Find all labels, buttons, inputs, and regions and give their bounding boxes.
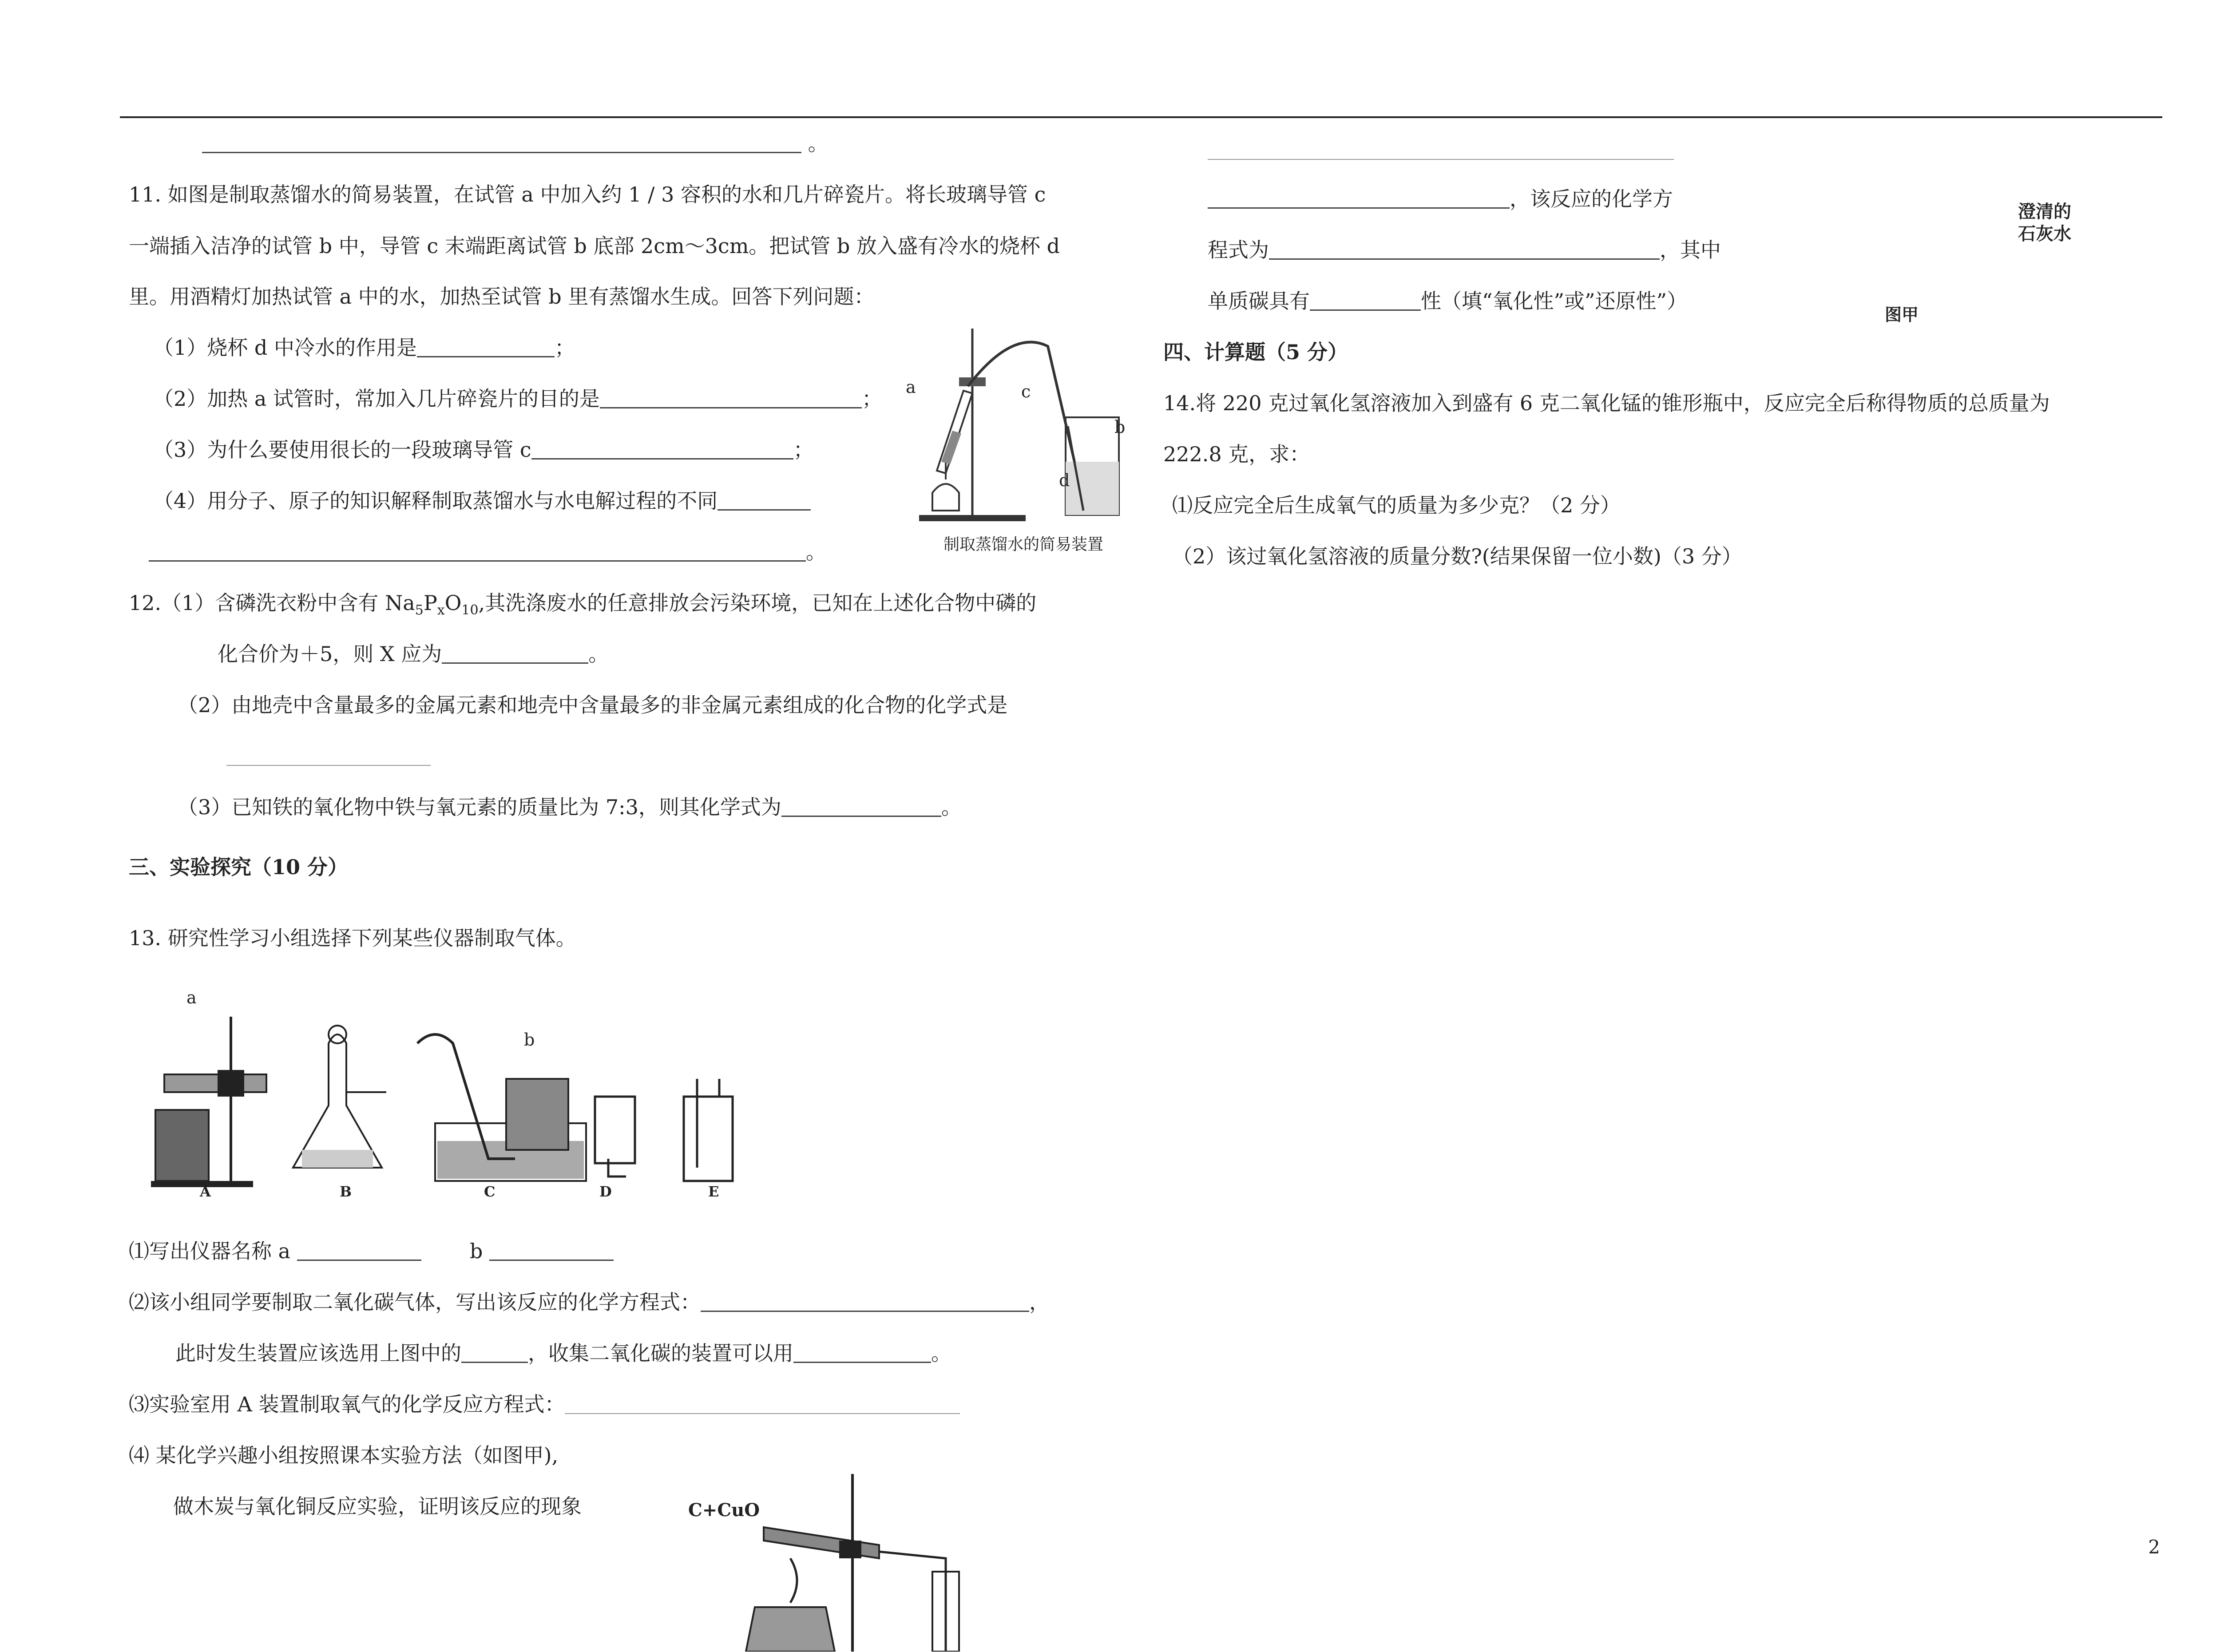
header-rule — [120, 116, 2162, 118]
answer-blank[interactable] — [781, 798, 941, 817]
answer-blank[interactable] — [701, 1293, 1029, 1312]
answer-blank[interactable] — [297, 1242, 421, 1261]
apparatus-a-to-e-figure — [151, 990, 773, 1203]
q14-line1: 14.将 220 克过氧化氢溶液加入到盛有 6 克二氧化锰的锥形瓶中，反应完全后称得物质的总质量为 — [1163, 391, 2050, 415]
q12-part2: （2）由地壳中含量最多的金属元素和地壳中含量最多的非金属元素组成的化合物的化学式是 — [178, 693, 1008, 717]
q11-intro-2: 一端插入洁净的试管 b 中，导管 c 末端距离试管 b 底部 2cm～3cm。把试管 b 放入盛有冷水的烧杯 d — [129, 234, 1060, 258]
fig-label-E: E — [708, 1183, 719, 1200]
answer-blank[interactable] — [1208, 190, 1510, 209]
answer-blank[interactable] — [489, 1242, 614, 1261]
fig-label-D: D — [599, 1183, 612, 1200]
fig-label-b: b — [524, 1030, 535, 1050]
fig-label-a: a — [186, 988, 197, 1007]
fig-caption: 制取蒸馏水的简易装置 — [944, 535, 1104, 554]
q11-part2: （2）加热 a 试管时，常加入几片碎瓷片的目的是 ； — [153, 387, 882, 411]
continuation-line: 。 — [202, 131, 829, 156]
q12-part2-blank — [226, 744, 431, 769]
fig-label-b: b — [1114, 417, 1126, 437]
answer-blank[interactable] — [1208, 143, 1674, 160]
label-figure-jia: 图甲 — [1885, 305, 1919, 325]
label-limewater-1: 澄清的 — [2018, 201, 2071, 222]
answer-blank[interactable] — [565, 1395, 960, 1414]
q13-part1: ⑴写出仪器名称 a b — [129, 1239, 614, 1264]
q14-part2: （2）该过氧化氢溶液的质量分数?(结果保留一位小数)（3 分） — [1172, 544, 1742, 568]
q14-line2: 222.8 克，求： — [1163, 442, 1310, 466]
section-3-heading: 三、实验探究（10 分） — [129, 855, 349, 879]
q11-part4: （4）用分子、原子的知识解释制取蒸馏水与水电解过程的不同 — [153, 488, 811, 513]
answer-blank[interactable] — [1310, 292, 1421, 311]
q13-part4-line2: 做木炭与氧化铜反应实验，证明该反应的现象 — [173, 1494, 582, 1518]
page-number: 2 — [2148, 1536, 2160, 1558]
fig-label-d: d — [1059, 471, 1070, 490]
fig-label-C: C — [484, 1183, 496, 1200]
right-line1: ，该反应的化学方 — [1208, 186, 1673, 211]
fig-label-a: a — [906, 377, 916, 397]
distillation-apparatus-figure — [901, 329, 1132, 524]
q11-part1: （1）烧杯 d 中冷水的作用是 ； — [153, 336, 575, 360]
answer-blank[interactable] — [1269, 241, 1660, 260]
q11-part4-cont: 。 — [149, 539, 826, 564]
label-limewater-2: 石灰水 — [2018, 223, 2071, 244]
q13-part2: ⑵该小组同学要制取二氧化碳气体，写出该反应的化学方程式： ， — [129, 1290, 1050, 1314]
answer-blank[interactable] — [202, 134, 801, 153]
answer-blank[interactable] — [417, 338, 555, 357]
answer-blank[interactable] — [226, 747, 431, 766]
answer-blank[interactable] — [793, 1344, 931, 1363]
answer-blank[interactable] — [718, 491, 811, 511]
q11-intro-3: 里。用酒精灯加热试管 a 中的水，加热至试管 b 里有蒸馏水生成。回答下列问题： — [129, 285, 875, 309]
right-line3: 单质碳具有 性（填“氧化性”或”还原性”） — [1208, 289, 1688, 313]
q12-part1: 12.（1）含磷洗衣粉中含有 $Na_5P_xO_{10}$,其洗涤废水的任意排放会污染环境，已知在上述化合物中磷的 — [129, 591, 1037, 618]
q11-part3: （3）为什么要使用很长的一段玻璃导管 c ； — [153, 438, 814, 462]
answer-blank[interactable] — [531, 440, 793, 460]
q13-part2-line2: 此时发生装置应该选用上图中的 ，收集二氧化碳的装置可以用 。 — [175, 1341, 951, 1365]
q13-part3: ⑶实验室用 A 装置制取氧气的化学反应方程式： — [129, 1392, 960, 1417]
q11-intro-1: 11. 如图是制取蒸馏水的简易装置，在试管 a 中加入约 1 / 3 容积的水和几片碎瓷片。将长玻璃导管 c — [129, 182, 1046, 206]
carbon-cuo-reaction-figure — [737, 1474, 986, 1652]
section-4-heading: 四、计算题（5 分） — [1163, 340, 1348, 364]
q14-part1: ⑴反应完全后生成氧气的质量为多少克？（2 分） — [1172, 493, 1621, 517]
right-continuation-blank — [1208, 138, 1674, 162]
q12-part1-line2: 化合价为＋5，则 X 应为 。 — [218, 642, 609, 666]
answer-blank[interactable] — [600, 389, 862, 408]
answer-blank[interactable] — [461, 1344, 528, 1363]
q12-part3: （3）已知铁的氧化物中铁与氧元素的质量比为 7:3，则其化学式为 。 — [178, 795, 962, 819]
fig-label-c: c — [1021, 382, 1031, 401]
q13-intro: 13. 研究性学习小组选择下列某些仪器制取气体。 — [129, 926, 576, 950]
fig-label-c-cuo: C+CuO — [688, 1500, 760, 1521]
fig-label-B: B — [340, 1183, 352, 1200]
right-line2: 程式为 ，其中 — [1208, 238, 1721, 262]
q13-part4-line1: ⑷ 某化学兴趣小组按照课本实验方法（如图甲), — [129, 1443, 559, 1467]
fig-label-A: A — [200, 1183, 211, 1200]
answer-blank[interactable] — [442, 645, 588, 664]
answer-blank[interactable] — [149, 543, 806, 562]
